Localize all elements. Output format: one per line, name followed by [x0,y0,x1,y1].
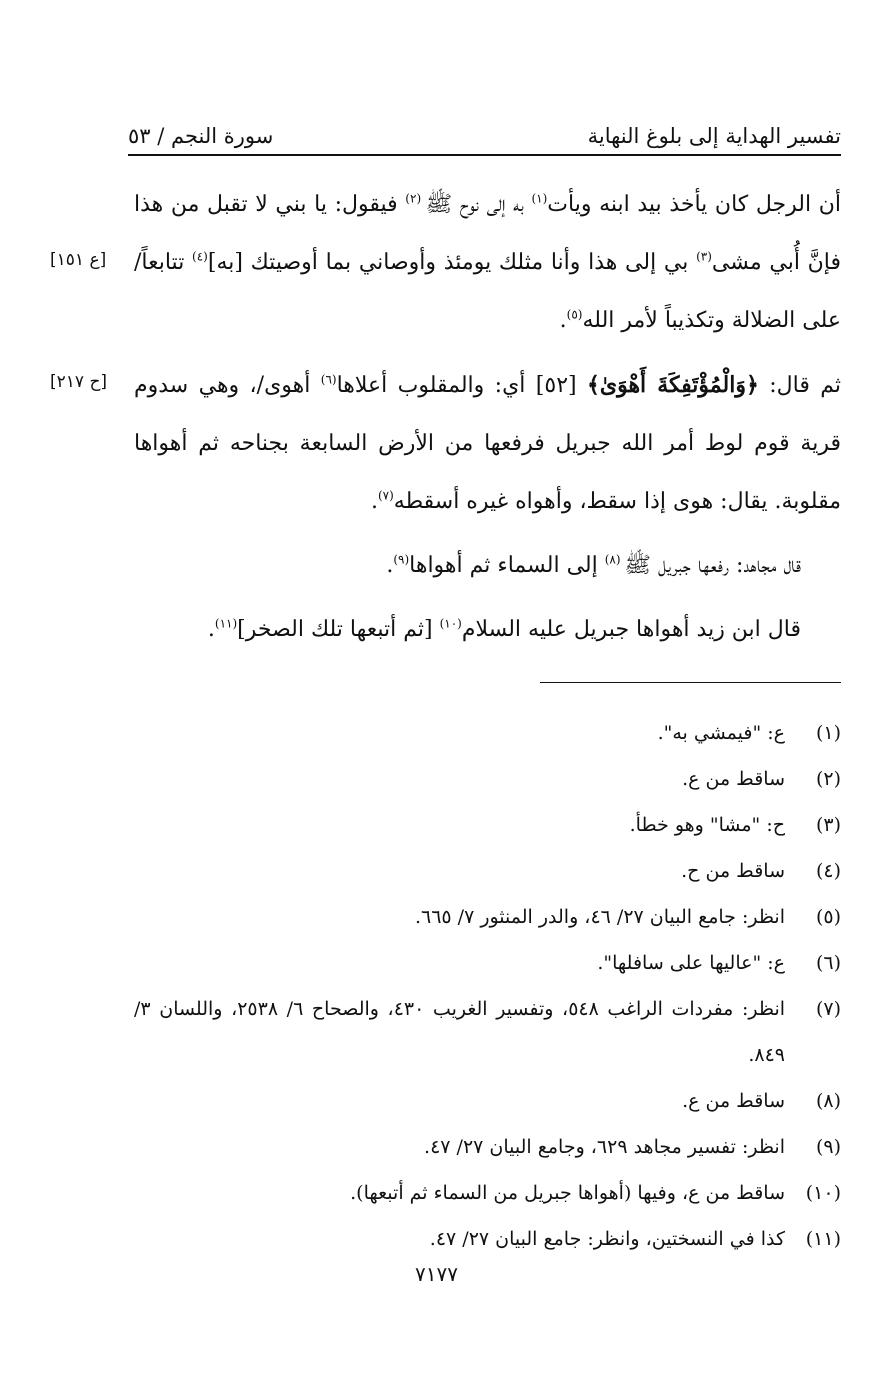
footnote-ref-8: (٨) [604,552,625,567]
footnote-separator [540,682,841,683]
footnote-number: (٧) [815,998,841,1020]
text-run: . [386,553,394,578]
footnote-item [134,1124,841,1170]
text-run: إلى السماء ثم أهواها [409,553,605,578]
footnote-text: ع: "فيمشي به". [657,722,785,744]
footnote-item [134,710,841,756]
footnote-text: ساقط من ع. [682,1090,785,1112]
text-run: ثم قال: [758,373,841,398]
footnote-item [134,1078,841,1124]
footnote-number: (١) [815,722,841,744]
footnote-item [134,894,841,940]
footnote-ref-11: (١١) [214,616,238,631]
footnote-number: (٥) [815,906,841,928]
footnote-item [134,848,841,894]
margin-note-ha: [ح ٢١٧] [50,372,108,392]
footnote-text: ع: "عاليها على سافلها". [597,952,785,974]
paragraph-4 [134,601,841,659]
footnote-number: (٨) [815,1090,841,1112]
footnote-text: ساقط من ح. [681,860,785,882]
footnote-number: (١١) [805,1228,841,1250]
footnote-text: ساقط من ع. [682,768,785,790]
text-run: فيقول: يا بني لا تقبل من هذا فإنَّ أُبي مشى [134,192,842,275]
text-run: قال مجاهد: رفعها جبريل ﷺ [624,553,801,578]
text-run: . [207,617,215,642]
footnotes [134,710,841,1262]
text-run: أن الرجل كان يأخذ بيد ابنه ويأت [547,192,842,217]
footnote-text: ح: "مشا" وهو خطأ. [629,814,785,836]
footnote-ref-4: (٤) [192,249,208,264]
footnote-item [134,986,841,1078]
footnote-item [134,802,841,848]
footnote-number: (٩) [815,1136,841,1158]
page-number: ٧١٧٧ [415,1262,458,1286]
footnote-text: انظر: تفسير مجاهد ٦٢٩، وجامع البيان ٢٧/ ٤٧. [424,1136,785,1158]
footnote-text: انظر: جامع البيان ٢٧/ ٤٦، والدر المنثور ٧/ ٦٦٥. [414,906,785,928]
footnote-number: (٢) [815,768,841,790]
footnote-ref-3: (٣) [696,249,712,264]
text-run: . [559,308,567,333]
footnote-ref-6: (٦) [320,372,337,387]
quran-verse: ﴿وَالْمُؤْتَفِكَةَ أَهْوَىٰ﴾ [586,372,759,398]
footnote-ref-7: (٧) [377,488,394,503]
footnote-item [134,940,841,986]
footnote-item [134,1170,841,1216]
footnote-text: كذا في النسختين، وانظر: جامع البيان ٢٧/ ٤٧. [429,1228,785,1250]
footnote-number: (١٠) [805,1182,841,1204]
text-run: بي إلى هذا وأنا مثلك يومئذ وأوصاني بما أوصيتك [به] [207,250,697,275]
footnote-text: ساقط من ع، وفيها (أهواها جبريل من السماء ثم أتبعها). [350,1182,785,1204]
text-run: أهوى/، وهي سدوم قرية قوم لوط أمر الله جبريل فرفعها من الأرض السابعة بجناحه ثم أهواها مقلوبة. يقال: هوى إذا سقط، وأهواه غيره أسقطه [134,373,841,514]
footnote-ref-1: (١) [531,191,548,206]
surah-page-label: سورة النجم / ٥٣ [128,124,274,148]
footnote-ref-2: (٢) [405,191,426,206]
footnote-number: (٤) [815,860,841,882]
text-run: قال ابن زيد أهواها جبريل عليه السلام [461,617,801,642]
footnote-item [134,756,841,802]
footnote-text: انظر: مفردات الراغب ٥٤٨، وتفسير الغريب ٤٣٠، والصحاح ٦/ ٢٥٣٨، واللسان ٣/ ٨٤٩. [134,998,786,1066]
text-run: به إلى نوح ﷺ [425,192,532,217]
footnote-number: (٣) [815,814,841,836]
book-title: تفسير الهداية إلى بلوغ النهاية [587,124,841,148]
footnote-ref-10: (١٠) [439,616,462,631]
text-run: [٥٢] أي: والمقلوب أعلاها [336,373,587,398]
text-run: [ثم أتبعها تلك الصخر] [237,617,440,642]
text-run: . [370,489,378,514]
paragraph-3 [134,537,841,595]
header-rule [128,154,841,156]
paragraph-1 [134,176,841,350]
margin-note-ain: [ع ١٥١] [50,250,107,270]
paragraph-2 [134,356,841,531]
footnote-ref-5: (٥) [566,307,583,322]
running-header [128,112,841,148]
footnote-item [134,1216,841,1262]
footnote-number: (٦) [815,952,841,974]
main-text [134,176,841,659]
footnote-ref-9: (٩) [393,552,410,567]
text-run: تتابعاً/ على الضلالة وتكذيباً لأمر الله [134,250,841,333]
